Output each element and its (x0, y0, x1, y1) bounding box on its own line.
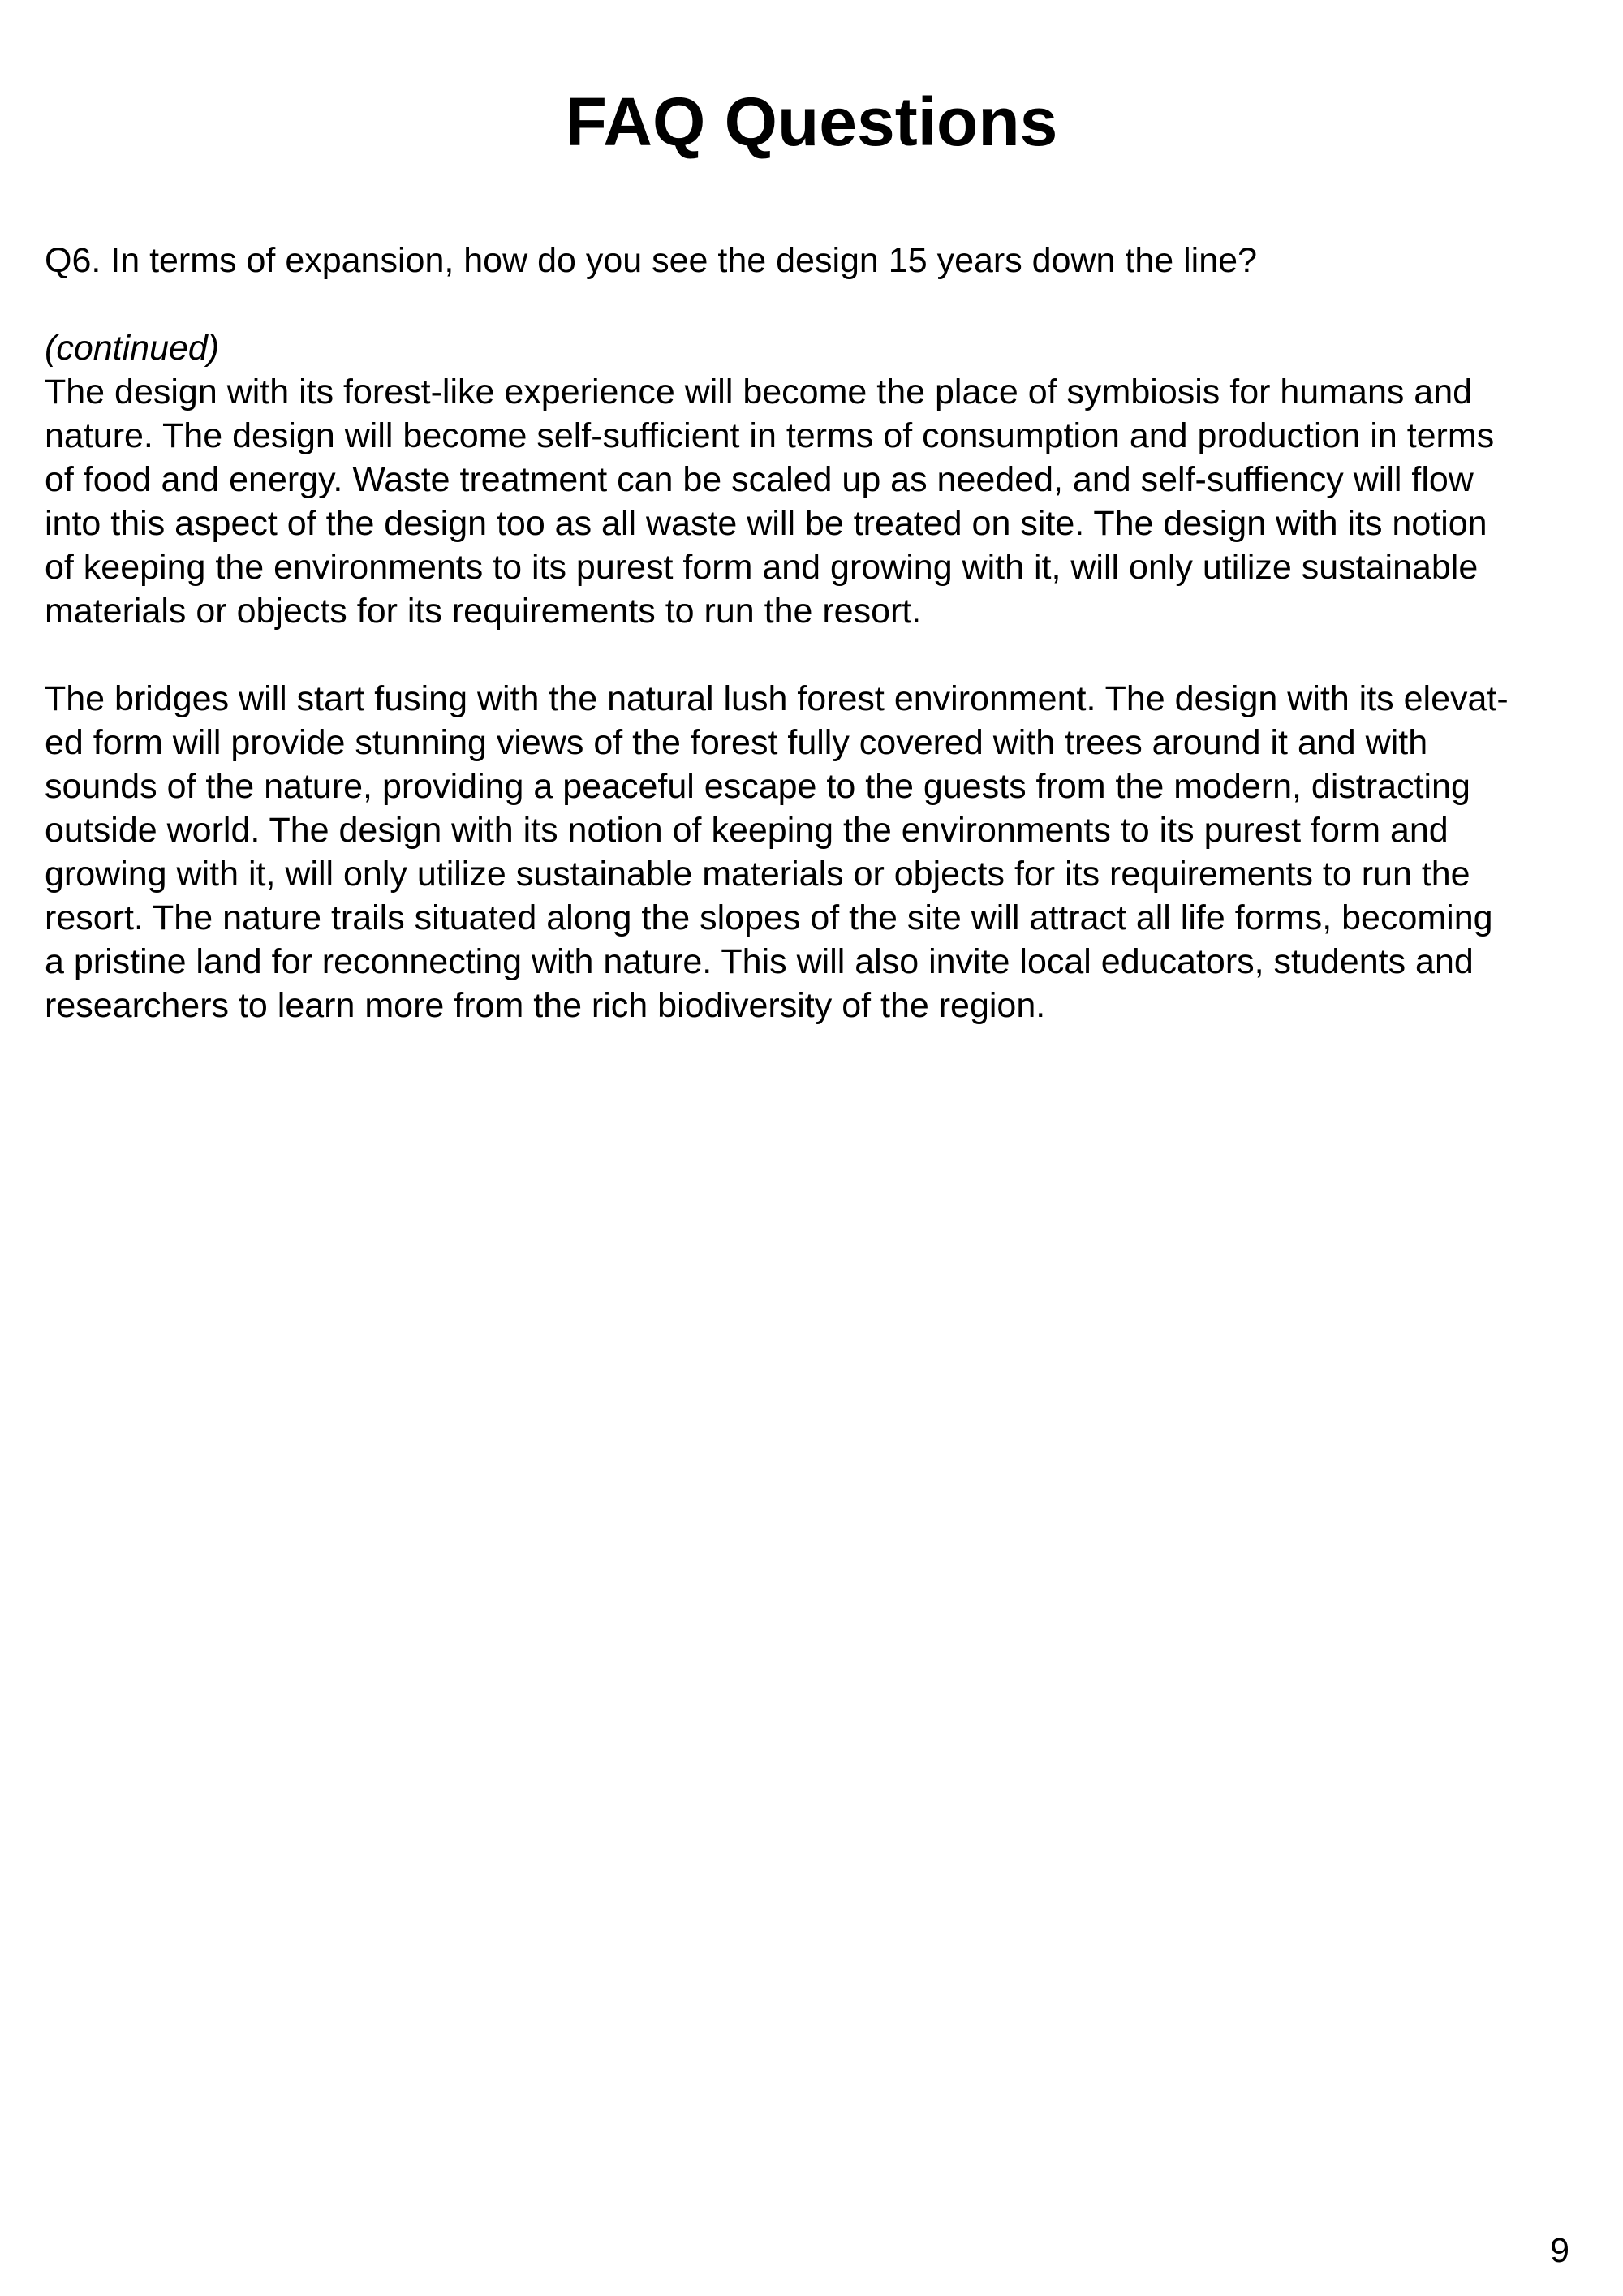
paragraph-line: outside world. The design with its notion of keeping the environments to its purest form and (45, 811, 1449, 850)
paragraph-line: resort. The nature trails situated along the slopes of the site will attract all life forms, becoming (45, 898, 1493, 937)
paragraph-line: into this aspect of the design too as all waste will be treated on site. The design with its notion (45, 504, 1487, 543)
answer-paragraph-1 (45, 370, 1586, 633)
spacer (45, 633, 1586, 677)
paragraph-line: materials or objects for its requirements to run the resort. (45, 592, 922, 631)
paragraph-line: nature. The design will become self-sufficient in terms of consumption and production in terms (45, 416, 1495, 455)
faq-content (45, 239, 1586, 1027)
page-title: FAQ Questions (565, 84, 1058, 160)
paragraph-line: of keeping the environments to its purest form and growing with it, will only utilize sustainable (45, 548, 1479, 587)
paragraph-line: ed form will provide stunning views of the forest fully covered with trees around it and with (45, 723, 1428, 762)
continued-label: (continued) (45, 329, 220, 368)
paragraph-line: a pristine land for reconnecting with nature. This will also invite local educators, students and (45, 942, 1474, 981)
answer-paragraph-2 (45, 677, 1586, 1027)
paragraph-line: The design with its forest-like experience will become the place of symbiosis for humans and (45, 373, 1473, 411)
paragraph-line: growing with it, will only utilize sustainable materials or objects for its requirements to run the (45, 855, 1470, 894)
paragraph-line: The bridges will start fusing with the natural lush forest environment. The design with its elevat- (45, 679, 1509, 718)
question-text: Q6. In terms of expansion, how do you see the design 15 years down the line? (45, 241, 1257, 280)
spacer (45, 282, 1586, 326)
paragraph-line: sounds of the nature, providing a peaceful escape to the guests from the modern, distracting (45, 767, 1470, 806)
paragraph-line: of food and energy. Waste treatment can be scaled up as needed, and self-suffiency will flow (45, 460, 1474, 499)
page-number: 9 (1550, 2231, 1569, 2270)
paragraph-line: researchers to learn more from the rich biodiversity of the region. (45, 986, 1046, 1025)
